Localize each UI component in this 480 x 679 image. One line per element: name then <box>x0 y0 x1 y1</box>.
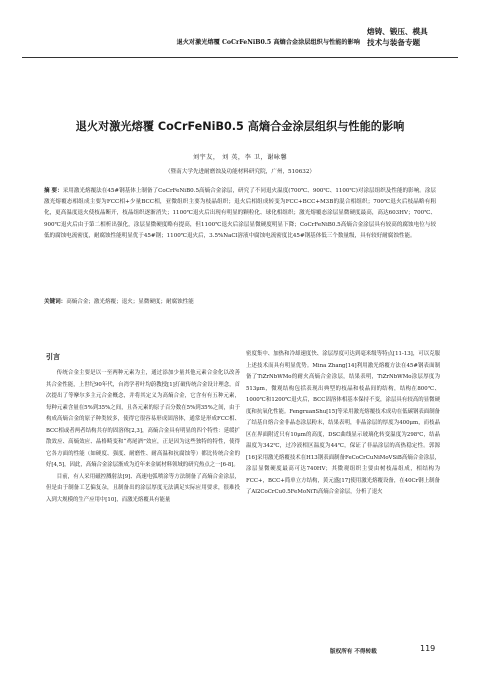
footer-slogan: 版权所有 不得转载 <box>330 649 377 655</box>
section-tag <box>367 26 457 48</box>
paragraph: 目前，有人采用磁控溅射法[9]、高速电弧喷涂等方法制备了高熵合金涂层，但是由于制备工艺偏复杂，且制备出的涂层厚度无法满足实际应用要求，很难投入到大规模的生产应用中[10]，而激光熔覆具有能量 <box>46 473 240 503</box>
running-title: 退火对激光熔覆 CoCrFeNiB0.5 高熵合金涂层组织与性能的影响 <box>176 39 360 46</box>
abstract-text: 采用激光熔覆法在45#钢基体上制备了CoCrFeNiB0.5高熵合金涂层，研究了不同退火温度(700℃、900℃、1100℃)对涂层组织及性能的影响。涂层激光熔覆态相组成主要为FCC相+少量BCC相，亚微组织主要为枝晶组织；退火后相组成转变为FCC+BCC+M3B的混合相组织；700℃退火后枝晶略有粗化，更高温度退火使枝晶断开，枝晶组织逐渐消失；1100℃退火后出现有明显的颗粒化、球化相组织；激光熔覆态涂层显微硬度最高，高达603HV；700℃、900℃退火后由于第二相析出强化，涂层显微硬度略有提高，但1100℃退火后涂层显微硬度明显下降；CoCrFeNiB0.5高熵合金涂层具有较高的腐蚀电位与较低的腐蚀电流密度，耐腐蚀性能明显优于45#钢；1100℃退火后，3.5%NaCl溶液中腐蚀电流密度比45#钢基体低三个数量级，具有较好耐腐蚀性能。 <box>44 188 436 239</box>
authors: 刘宇友， 刘 英，李 卫，谢咏馨 <box>192 154 288 161</box>
abstract-label: 摘 要： <box>44 188 63 194</box>
right-column <box>246 349 440 499</box>
page-number: 119 <box>420 644 436 653</box>
paragraph: 传统合金主要是以一至两种元素为主，通过添加少量其他元素合金化以改善其合金性能，上世纪90年代，台湾学者叶均蔚教授[1]打破传统合金设计理念，首次提出了等摩尔多主元合金概念，并将其定义为高熵合金，它含有有五种元素，每种元素含量在5%到35%之间，且各元素的原子百分数在5%到35%之间，由于构成高熵合金的原子种类较多，使得它很容易形成固溶体，通常是形成FCC相、BCC相或者两者结构共存的固溶体[2,3]，高熵合金具有明显的四个特性：延缓扩散效应、高熵效应、晶格畸变和“鸡尾酒”效应，正是因为这些独特的特性，使得它各方面的性能（如硬度、强度、耐磨性、耐高温和抗腐蚀等）都比传统合金的好[4,5]，因此，高熵合金涂层渐成为近年来金属材料领域的研究热点之一[6-8]。 <box>46 370 240 468</box>
section-heading-intro: 引言 <box>46 353 60 361</box>
paragraph: 密度集中、加热和冷却速度快、涂层厚度可达到毫米级等特点[11-13]，可以克服上述技术而具有明显优势。Mina Zhang[14]利用激光熔覆方法在45#钢表面制备了TiZrNbWMo的耐火高熵合金涂层，结果表明，TiZrNbWMo涂层厚度为513μm，微观结构包括表现出典型的枝晶和枝晶间的结构，结构在800℃、1000℃和1200℃退火后，BCC固溶体相基本保持不变，涂层具有较高的显微硬度和抗氧化性能。FengruanShu[15]等采用激光熔覆技术成功在低碳钢表面制备了结基自熔合金非晶态涂层粉末，结果表明，非晶涂层的厚度为400μm，而枝晶区在界面附近只有10μm的高度，DSC曲线显示玻璃化转变温度为298℃，结晶温度为342℃，过冷液相区温度为44℃，保证了非晶涂层的高热稳定性。郭源[16]采用激光熔覆技术在H13钢表面制备FeCoCrCuNiMoVSiB高熵合金涂层，涂层显微硬度最高可达740HV；其微观组织主要由树枝晶组成，相结构为FCC+，BCC+简单立方结构，黄元盛[17]使用激光熔覆设备，在40Cr钢上制备了Al2CoCrCu0.5FeMoNiTi高熵合金涂层，分析了退火 <box>246 351 440 495</box>
section-tag-line-2: 技术与装备专题 <box>367 38 421 47</box>
section-tag-line-1: 熔铸、锻压、模具 <box>367 27 428 36</box>
header-rule <box>22 57 458 58</box>
left-column <box>46 368 240 506</box>
abstract <box>44 186 436 242</box>
paper-title: 退火对激光熔覆 CoCrFeNiB0.5 高熵合金涂层组织与性能的影响 <box>75 120 405 133</box>
keywords-text: 高熵合金；激光熔覆；退火；显微硬度；耐腐蚀性能 <box>66 299 194 305</box>
affiliation: （暨南大学先进耐磨蚀及功能材料研究院，广州，510632） <box>164 169 315 175</box>
keywords <box>44 297 436 308</box>
keywords-label: 关键词： <box>44 299 67 305</box>
